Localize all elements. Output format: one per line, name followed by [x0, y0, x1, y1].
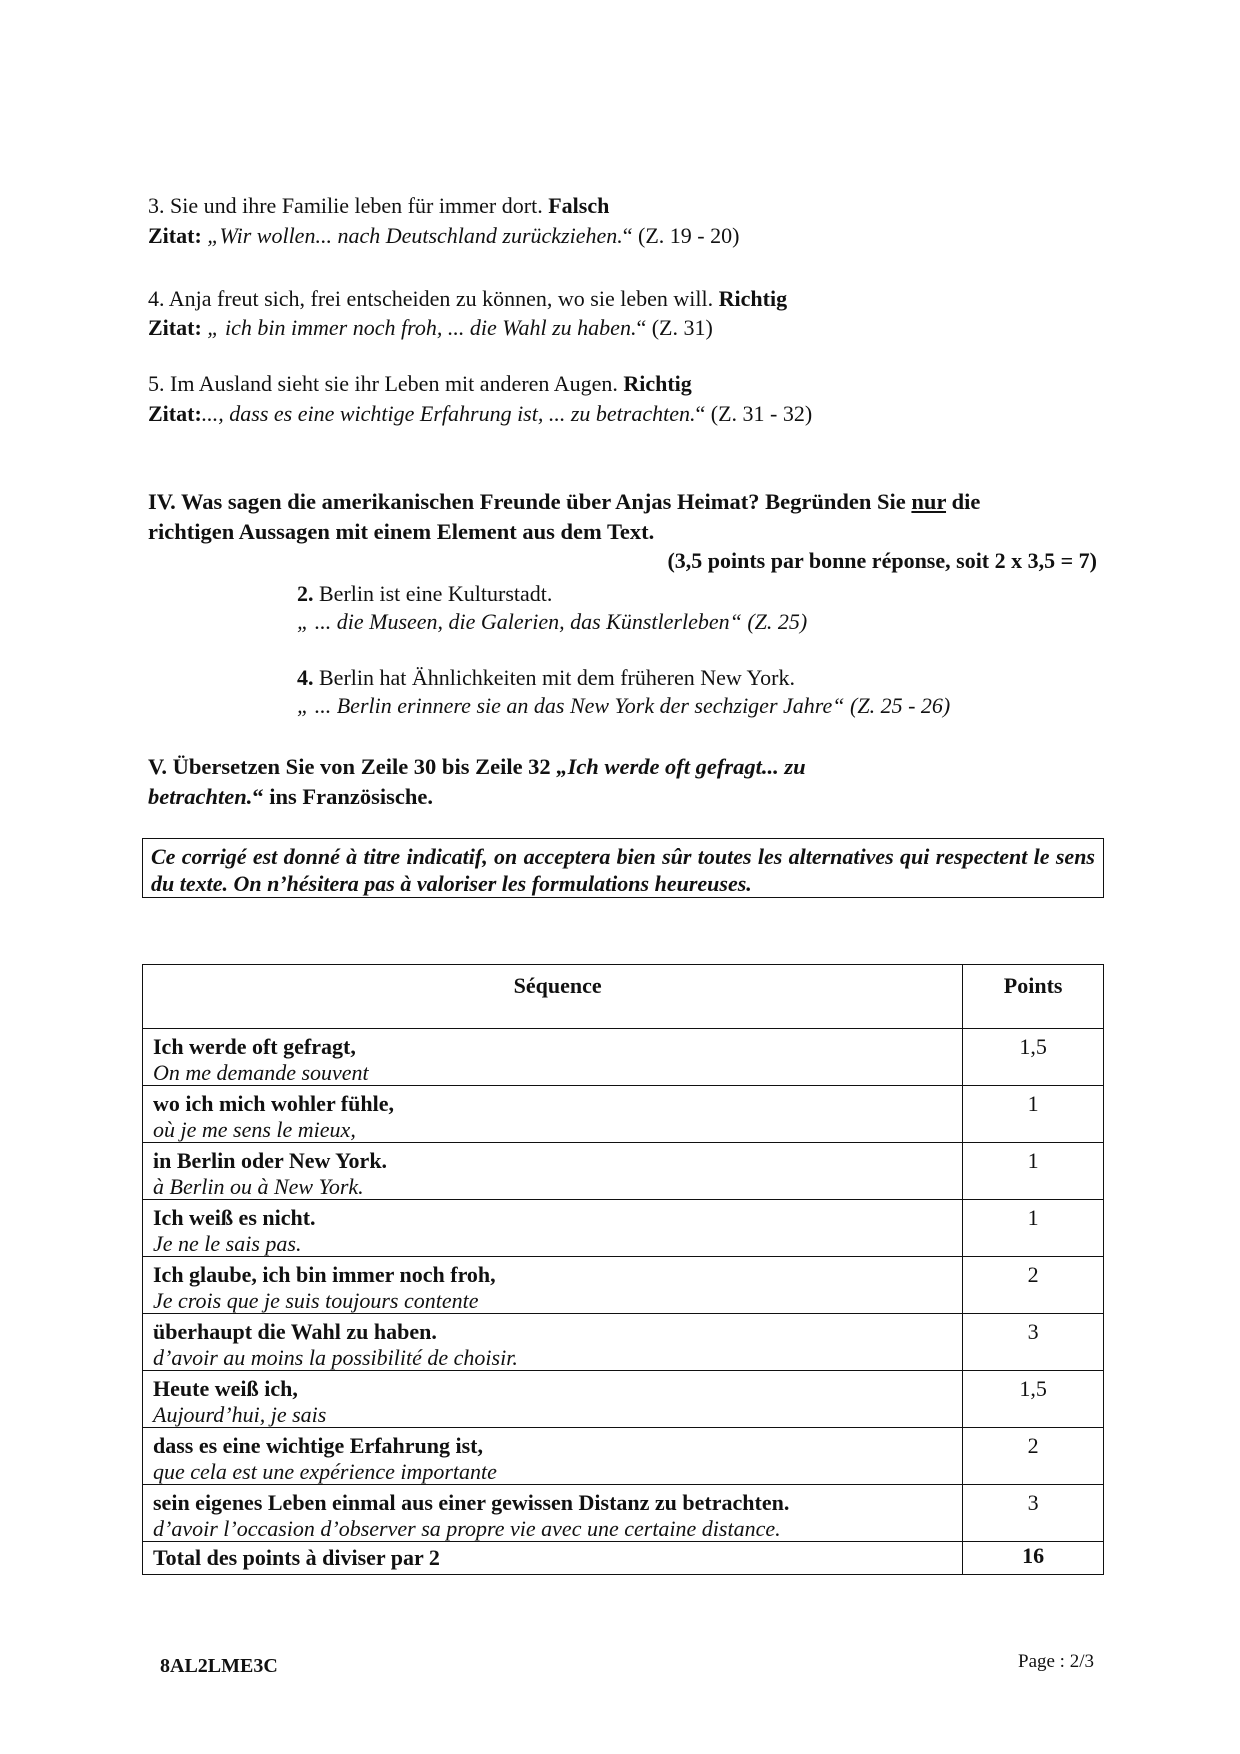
- german-sequence: Ich glaube, ich bin immer noch froh,: [153, 1262, 496, 1287]
- item-5-ref: “ (Z. 31 - 32): [695, 401, 813, 426]
- table-row: [143, 1029, 1104, 1086]
- french-translation: d’avoir l’occasion d’observer sa propre vie avec une certaine distance.: [153, 1516, 781, 1541]
- item-4-statement: 4. Anja freut sich, frei entscheiden zu können, wo sie leben will. Richtig: [148, 286, 788, 311]
- section-v-heading: V. Übersetzen Sie von Zeile 30 bis Zeile 32 „Ich werde oft gefragt... zu betrachten.“ ins Französische.: [148, 754, 806, 809]
- item-4-citation: [148, 314, 713, 342]
- table-row: [143, 1200, 1104, 1257]
- page-number: Page : 2/3: [1018, 1651, 1094, 1672]
- french-translation: Je crois que je suis toujours contente: [153, 1288, 479, 1313]
- german-sequence: Ich weiß es nicht.: [153, 1205, 316, 1230]
- french-translation: On me demande souvent: [153, 1060, 369, 1085]
- german-sequence: in Berlin oder New York.: [153, 1148, 388, 1173]
- points-value: 1,5: [1019, 1376, 1047, 1401]
- section-iv-points-note: (3,5 points par bonne réponse, soit 2 x 3,5 = 7): [667, 548, 1097, 573]
- french-translation: où je me sens le mieux,: [153, 1117, 356, 1142]
- german-sequence: Heute weiß ich,: [153, 1376, 298, 1401]
- item-3-citation: [148, 222, 739, 250]
- item-4-verdict: Richtig: [718, 286, 788, 311]
- german-sequence: dass es eine wichtige Erfahrung ist,: [153, 1433, 483, 1458]
- document-code: 8AL2LME3C: [160, 1655, 278, 1677]
- header-points: Points: [963, 965, 1104, 1029]
- section-iv-heading: IV. Was sagen die amerikanischen Freunde über Anjas Heimat? Begründen Sie nur die richtigen Aussagen mit einem Element aus dem Text.: [148, 489, 981, 544]
- correction-notice-box: Ce corrigé est donné à titre indicatif, on acceptera bien sûr toutes les alternatives qui respectent le sens du texte. On n’hésitera pas à valoriser les formulations heureuses.: [142, 838, 1104, 898]
- points-value: 2: [1027, 1262, 1039, 1287]
- item-5-verdict: Richtig: [623, 371, 692, 396]
- zitat-label: Zitat:: [148, 401, 202, 426]
- table-row: [143, 1428, 1104, 1485]
- french-translation: que cela est une expérience importante: [153, 1459, 497, 1484]
- item-3-statement: 3. Sie und ihre Familie leben für immer dort. Falsch: [148, 193, 610, 218]
- section-iv-answer-4: 4. Berlin hat Ähnlichkeiten mit dem früheren New York.: [297, 665, 795, 690]
- underlined-nur: nur: [911, 489, 947, 514]
- table-row: [143, 1314, 1104, 1371]
- section-iv-answer-2: 2. Berlin ist eine Kulturstadt.: [297, 581, 553, 606]
- header-sequence: Séquence: [143, 965, 963, 1029]
- item-3-quote: „Wir wollen... nach Deutschland zurückziehen.: [207, 223, 623, 248]
- section-v-quote: „Ich werde oft gefragt... zu: [556, 754, 806, 779]
- zitat-label: Zitat:: [148, 315, 208, 340]
- table-row: [143, 1257, 1104, 1314]
- item-5-statement: 5. Im Ausland sieht sie ihr Leben mit anderen Augen. Richtig: [148, 371, 692, 396]
- total-label: Total des points à diviser par 2: [153, 1545, 440, 1570]
- section-iv-answer-4-quote: „ ... Berlin erinnere sie an das New York der sechziger Jahre“ (Z. 25 - 26): [297, 693, 951, 718]
- german-sequence: sein eigenes Leben einmal aus einer gewissen Distanz zu betrachten.: [153, 1490, 790, 1515]
- item-3-ref: “ (Z. 19 - 20): [622, 223, 740, 248]
- table-header-row: [143, 965, 1104, 1029]
- item-4-ref: “ (Z. 31): [636, 315, 713, 340]
- translation-points-table: [142, 964, 1104, 1575]
- table-row: [143, 1485, 1104, 1542]
- zitat-label: Zitat:: [148, 223, 208, 248]
- french-translation: à Berlin ou à New York.: [153, 1174, 364, 1199]
- points-value: 3: [1027, 1319, 1039, 1344]
- item-5-quote: ..., dass es eine wichtige Erfahrung ist, ... zu betrachten.: [201, 401, 696, 426]
- french-translation: Je ne le sais pas.: [153, 1231, 302, 1256]
- table-row: [143, 1371, 1104, 1428]
- table-row: [143, 1143, 1104, 1200]
- german-sequence: Ich werde oft gefragt,: [153, 1034, 356, 1059]
- points-value: 1,5: [1019, 1034, 1047, 1059]
- total-points: 16: [1022, 1543, 1045, 1568]
- french-translation: Aujourd’hui, je sais: [153, 1402, 327, 1427]
- points-value: 2: [1027, 1433, 1039, 1458]
- points-value: 1: [1027, 1205, 1039, 1230]
- german-sequence: überhaupt die Wahl zu haben.: [153, 1319, 437, 1344]
- section-iv-answer-2-quote: „ ... die Museen, die Galerien, das Künstlerleben“ (Z. 25): [297, 609, 808, 634]
- item-3-verdict: Falsch: [548, 193, 610, 218]
- points-value: 1: [1027, 1148, 1039, 1173]
- table-total-row: [143, 1542, 1104, 1575]
- french-translation: d’avoir au moins la possibilité de choisir.: [153, 1345, 518, 1370]
- points-value: 3: [1027, 1490, 1039, 1515]
- item-5-citation: [148, 400, 812, 428]
- table-row: [143, 1086, 1104, 1143]
- points-value: 1: [1027, 1091, 1039, 1116]
- item-4-quote: „ ich bin immer noch froh, ... die Wahl zu haben.: [207, 315, 637, 340]
- german-sequence: wo ich mich wohler fühle,: [153, 1091, 394, 1116]
